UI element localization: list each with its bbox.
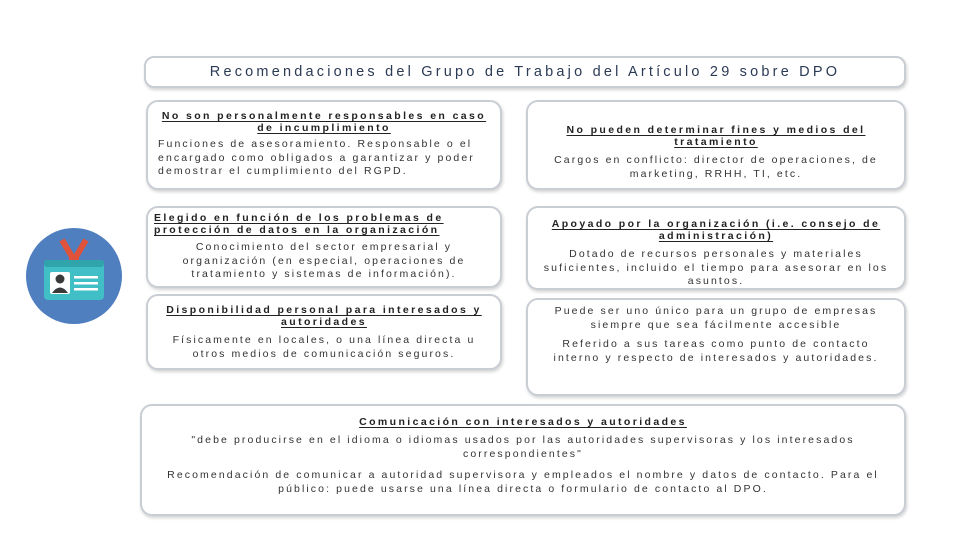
id-badge-icon xyxy=(24,226,124,326)
page-title: Recomendaciones del Grupo de Trabajo del Artículo 29 sobre DPO xyxy=(209,64,841,80)
box-body: Físicamente en locales, o una línea directa u otros medios de comunicación seguros. xyxy=(172,334,476,360)
box-body-2: Referido a sus tareas como punto de contacto interno y respecto de interesados y autoridades. xyxy=(553,338,879,364)
box-heading: Elegido en función de los problemas de protección de datos en la organización xyxy=(154,212,444,236)
box-heading: Disponibilidad personal para interesados y autoridades xyxy=(166,304,482,328)
box-body: Conocimiento del sector empresarial y organización (en especial, operaciones de tratamiento y sistemas de información). xyxy=(182,241,466,280)
box-heading: Apoyado por la organización (i.e. consejo de administración) xyxy=(551,218,881,242)
box-heading: No son personalmente responsables en caso de incumplimiento xyxy=(161,110,487,134)
box-communication xyxy=(140,404,906,516)
box-heading: No pueden determinar fines y medios del tratamiento xyxy=(566,124,866,148)
box-quote: "debe producirse en el idioma o idiomas usados por las autoridades supervisoras y los interesados correspondientes" xyxy=(191,434,855,460)
box-body: Dotado de recursos personales y materiales suficientes, incluido el tiempo para asesorar en los asuntos. xyxy=(543,248,889,287)
box-body: Recomendación de comunicar a autoridad supervisora y empleados el nombre y datos de contacto. Para el público: puede usarse una línea directa o formulario de contacto al DPO. xyxy=(167,469,879,495)
box-availability xyxy=(146,294,502,370)
box-supported xyxy=(526,206,906,290)
box-body: Cargos en conflicto: director de operaciones, de marketing, RRHH, TI, etc. xyxy=(554,154,878,180)
box-no-determine xyxy=(526,100,906,190)
box-heading: Comunicación con interesados y autoridades xyxy=(359,416,687,428)
title-box xyxy=(144,56,906,88)
box-chosen xyxy=(146,206,502,288)
box-single-dpo xyxy=(526,298,906,396)
box-body: Funciones de asesoramiento. Responsable o el encargado como obligados a garantizar y poder demostrar el cumplimiento del RGPD. xyxy=(158,138,475,177)
box-body: Puede ser uno único para un grupo de empresas siempre que sea fácilmente accesible xyxy=(554,305,878,331)
box-not-responsible xyxy=(146,100,502,190)
